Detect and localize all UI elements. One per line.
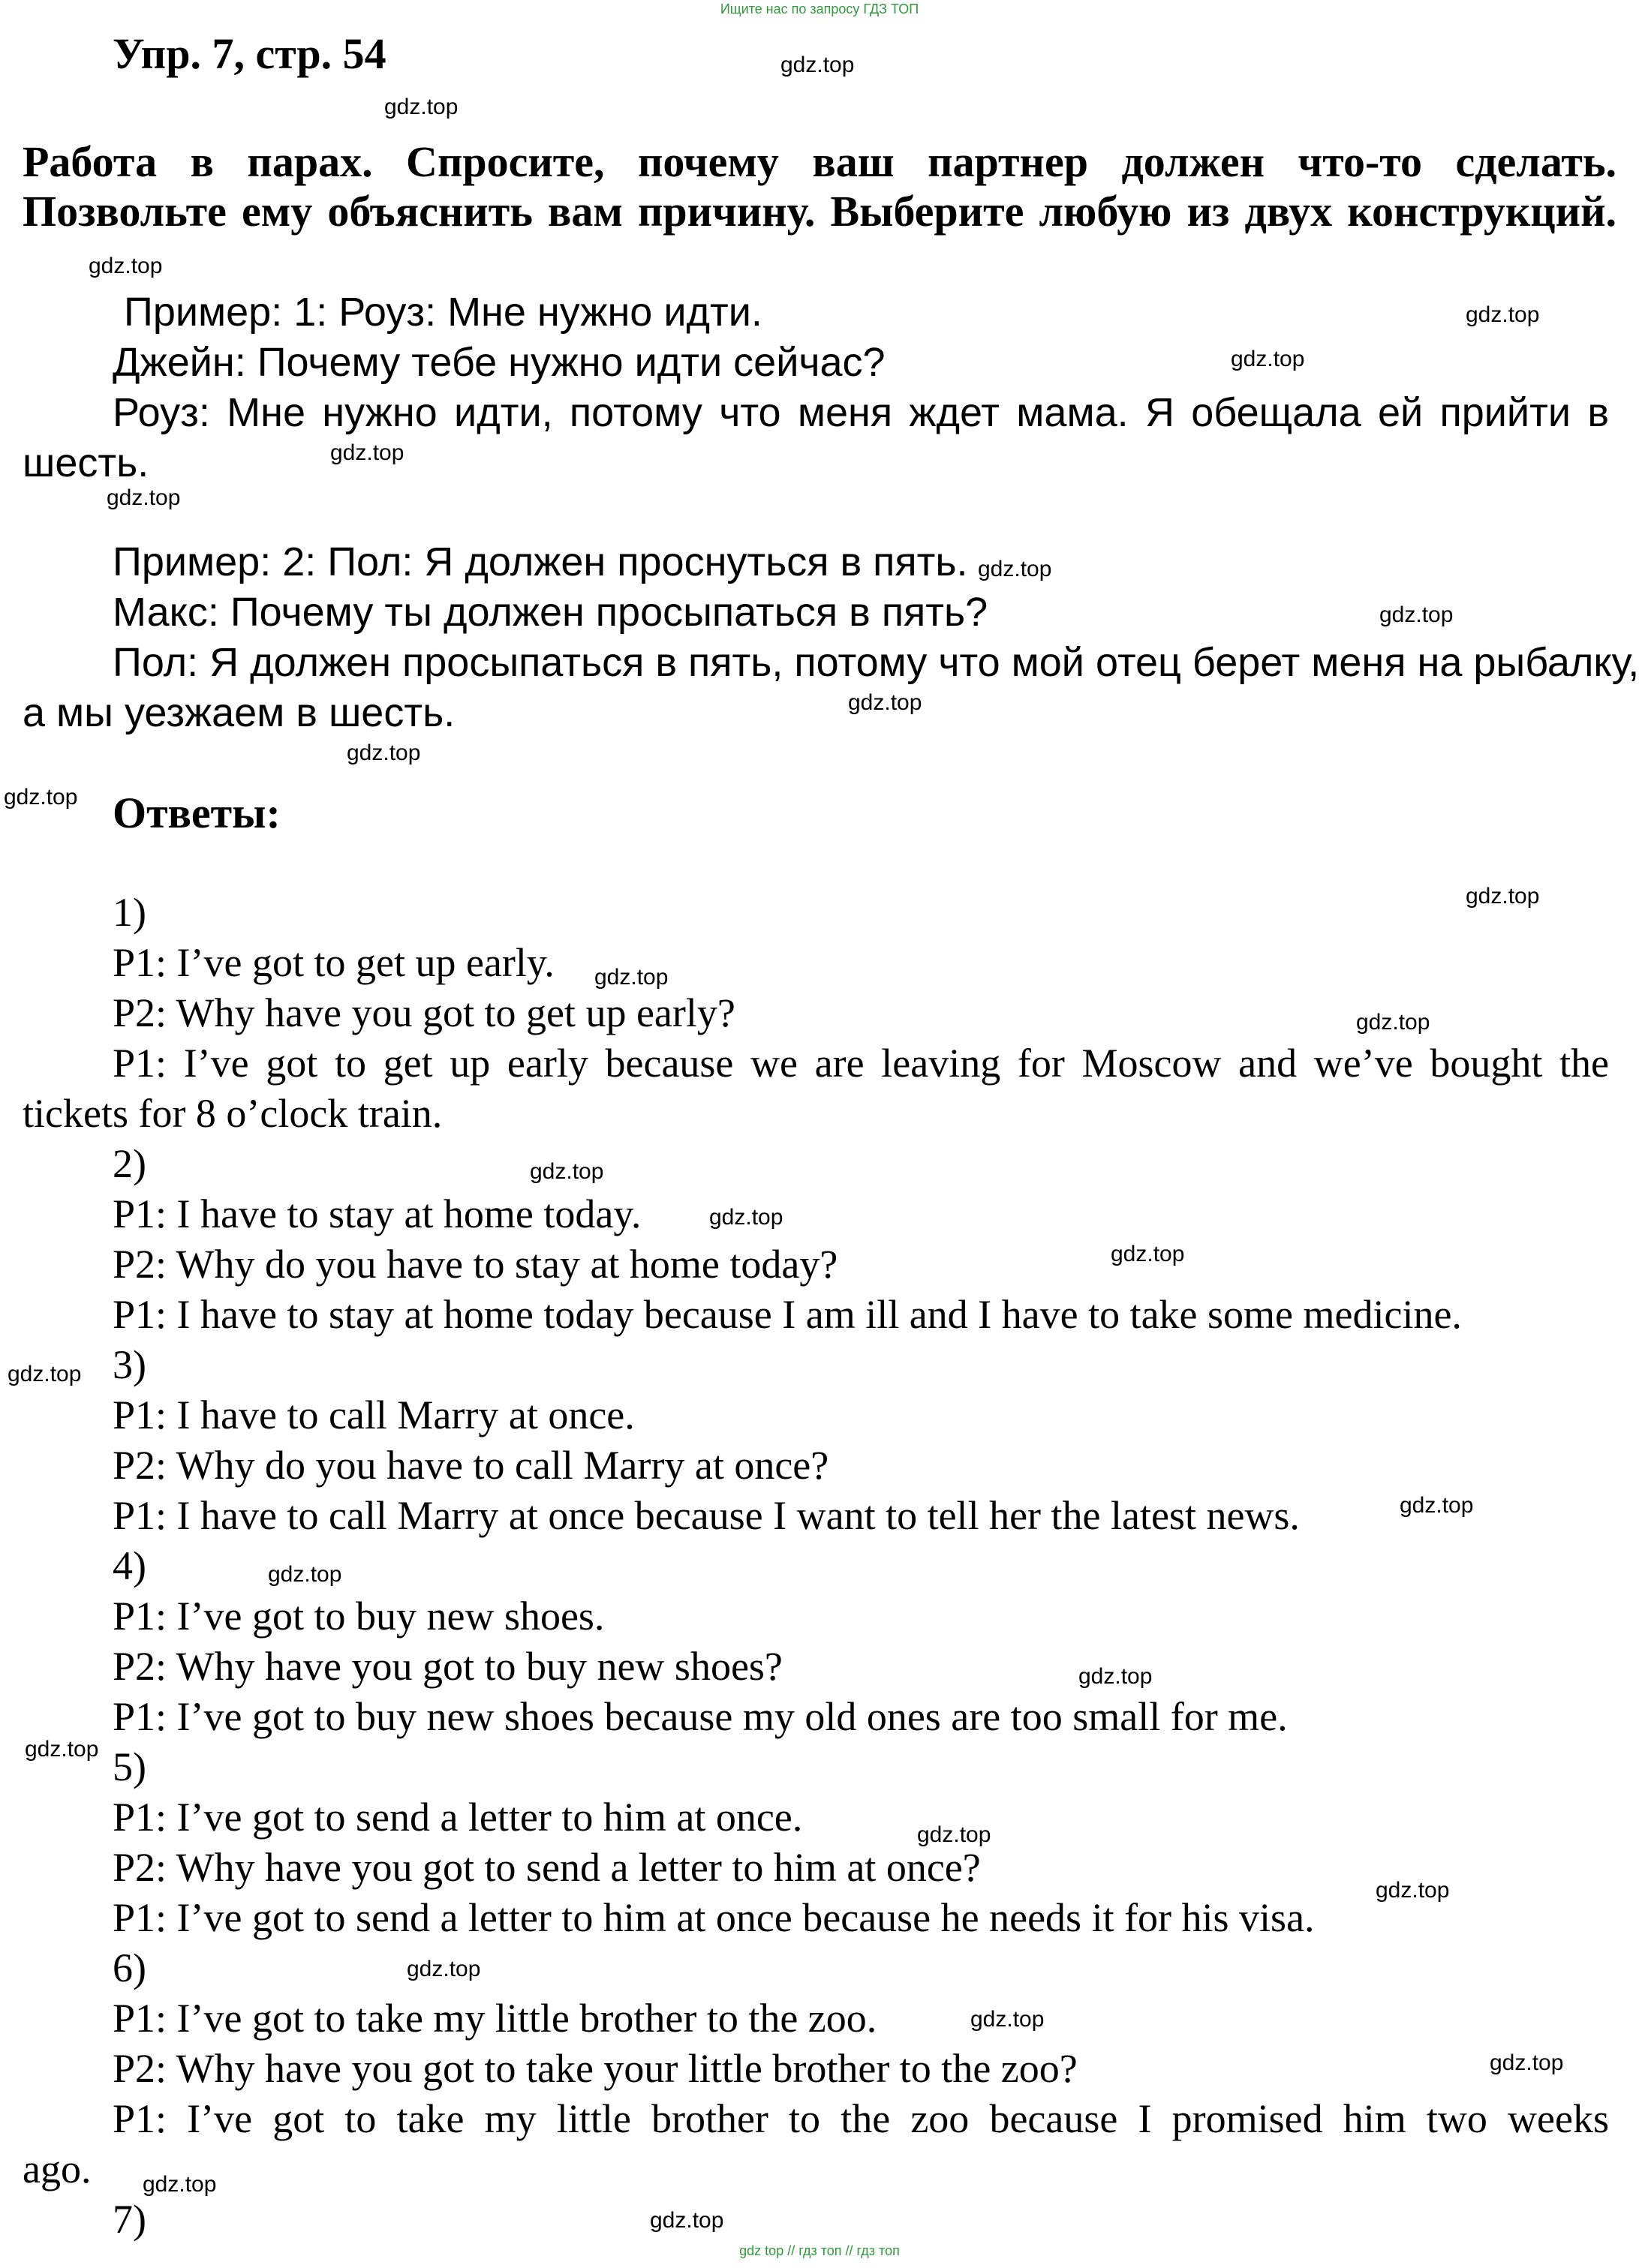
watermark: gdz.top — [1400, 1493, 1474, 1518]
answer-4-line-2: P2: Why have you got to buy new shoes? — [113, 1644, 783, 1689]
example-1-line-4: шесть. — [23, 440, 149, 485]
watermark: gdz.top — [970, 2007, 1045, 2032]
example-1-line-2: Джейн: Почему тебе нужно идти сейчас? — [113, 340, 886, 385]
watermark: gdz.top — [347, 740, 421, 765]
answer-1-line-1: P1: I’ve got to get up early. — [113, 940, 555, 985]
watermark: gdz.top — [848, 690, 922, 715]
answer-3-line-1: P1: I have to call Marry at once. — [113, 1392, 635, 1437]
answer-4-line-3: P1: I’ve got to buy new shoes because my old ones are too small for me. — [113, 1694, 1288, 1739]
watermark: gdz.top — [1111, 1242, 1185, 1266]
watermark: gdz.top — [709, 1205, 783, 1230]
answer-5-line-2: P2: Why have you got to send a letter to him at once? — [113, 1845, 981, 1890]
watermark: gdz.top — [1376, 1878, 1450, 1903]
answer-number-7: 7) — [113, 2197, 146, 2242]
watermark: gdz.top — [917, 1822, 991, 1847]
exercise-title: Упр. 7, стр. 54 — [113, 29, 386, 78]
watermark: gdz.top — [4, 785, 78, 810]
answer-2-line-2: P2: Why do you have to stay at home today? — [113, 1242, 838, 1287]
watermark: gdz.top — [1490, 2050, 1564, 2075]
answer-number-6: 6) — [113, 1945, 146, 1990]
answer-6-line-4: ago. — [23, 2146, 92, 2191]
watermark: gdz.top — [143, 2172, 217, 2197]
task-line-2: Позвольте ему объяснить вам причину. Выберите любую из двух конструкций. — [23, 187, 1616, 236]
watermark: gdz.top — [1078, 1664, 1153, 1689]
answer-6-line-2: P2: Why have you got to take your little brother to the zoo? — [113, 2046, 1078, 2091]
answer-number-5: 5) — [113, 1744, 146, 1789]
answer-number-2: 2) — [113, 1141, 146, 1186]
answer-number-3: 3) — [113, 1342, 146, 1387]
answer-4-line-1: P1: I’ve got to buy new shoes. — [113, 1594, 605, 1639]
answer-6-line-3: P1: I’ve got to take my little brother to the zoo because I promised him two weeks — [113, 2096, 1609, 2141]
watermark: gdz.top — [330, 440, 404, 465]
answer-1-line-2: P2: Why have you got to get up early? — [113, 990, 735, 1035]
example-2-line-3: Пол: Я должен просыпаться в пять, потому что мой отец берет меня на рыбалку, — [113, 640, 1639, 685]
watermark: gdz.top — [650, 2208, 724, 2233]
top-banner: Ищите нас по запросу ГДЗ ТОП — [720, 2, 919, 17]
watermark: gdz.top — [1231, 347, 1305, 371]
watermark: gdz.top — [268, 1562, 342, 1587]
answer-1-line-3: P1: I’ve got to get up early because we are leaving for Moscow and we’ve bought the — [113, 1041, 1609, 1086]
answer-5-line-1: P1: I’ve got to send a letter to him at once. — [113, 1795, 803, 1840]
answers-heading: Ответы: — [113, 789, 281, 837]
example-2-line-2: Макс: Почему ты должен просыпаться в пять? — [113, 590, 988, 635]
watermark: gdz.top — [1356, 1010, 1430, 1035]
watermark: gdz.top — [530, 1159, 604, 1184]
watermark: gdz.top — [89, 254, 163, 278]
task-line-1: Работа в парах. Спросите, почему ваш партнер должен что-то сделать. — [23, 137, 1616, 186]
answer-2-line-1: P1: I have to stay at home today. — [113, 1191, 642, 1236]
watermark: gdz.top — [1466, 302, 1540, 327]
answer-5-line-3: P1: I’ve got to send a letter to him at once because he needs it for his visa. — [113, 1895, 1315, 1940]
watermark: gdz.top — [384, 95, 459, 119]
example-1-line-3: Роуз: Мне нужно идти, потому что меня ждет мама. Я обещала ей прийти в — [113, 390, 1609, 435]
watermark: gdz.top — [594, 965, 669, 990]
watermark: gdz.top — [8, 1362, 82, 1386]
example-2-line-1: Пример: 2: Пол: Я должен проснуться в пять. — [113, 539, 968, 584]
answer-6-line-1: P1: I’ve got to take my little brother to the zoo. — [113, 1996, 877, 2041]
answer-number-4: 4) — [113, 1543, 146, 1588]
watermark: gdz.top — [1379, 602, 1454, 627]
answer-3-line-3: P1: I have to call Marry at once because I want to tell her the latest news. — [113, 1493, 1300, 1538]
watermark: gdz.top — [780, 53, 855, 77]
answer-number-1: 1) — [113, 890, 146, 935]
answer-1-line-4: tickets for 8 o’clock train. — [23, 1091, 443, 1136]
watermark: gdz.top — [107, 485, 181, 510]
watermark: gdz.top — [978, 557, 1052, 581]
watermark: gdz.top — [25, 1737, 99, 1762]
footer-banner: gdz top // гдз топ // гдз топ — [739, 2243, 900, 2258]
answer-2-line-3: P1: I have to stay at home today because I am ill and I have to take some medicine. — [113, 1292, 1462, 1337]
watermark: gdz.top — [1466, 884, 1540, 909]
example-1-line-1: Пример: 1: Роуз: Мне нужно идти. — [124, 290, 762, 335]
answer-3-line-2: P2: Why do you have to call Marry at once? — [113, 1443, 829, 1488]
watermark: gdz.top — [407, 1957, 481, 1981]
example-2-line-4: а мы уезжаем в шесть. — [23, 690, 456, 735]
